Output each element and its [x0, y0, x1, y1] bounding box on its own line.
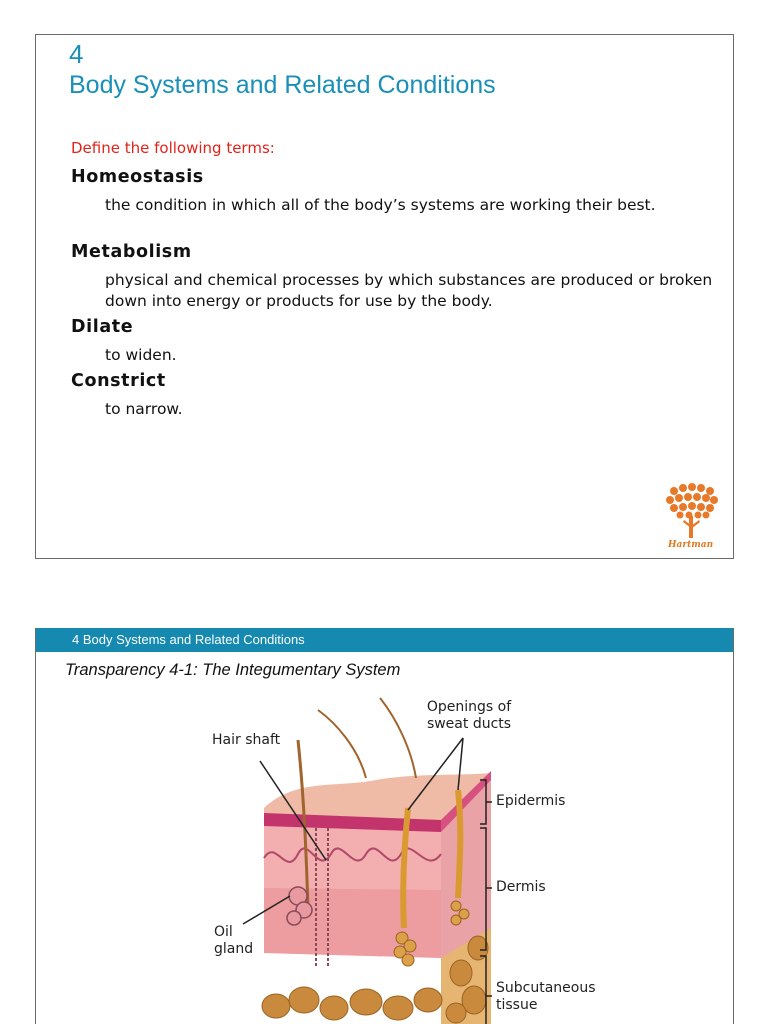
label-sweat-duct-openings: Openings of sweat ducts — [426, 699, 512, 732]
slide-header-text: 4 Body Systems and Related Conditions — [72, 632, 305, 647]
label-dermis: Dermis — [496, 879, 546, 895]
label-epidermis: Epidermis — [496, 793, 566, 809]
term-dilate: Dilate — [71, 317, 134, 337]
slide-definitions — [35, 34, 734, 559]
definition-homeostasis: the condition in which all of the body’s systems are working their best. — [105, 196, 656, 214]
term-metabolism: Metabolism — [71, 242, 192, 262]
term-homeostasis: Homeostasis — [71, 167, 204, 187]
chapter-number: 4 — [69, 39, 84, 69]
label-oil-gland: Oil gland — [214, 924, 254, 957]
label-subcutaneous-tissue: Subcutaneous tissue — [496, 980, 596, 1013]
slide-integumentary — [35, 628, 734, 1024]
transparency-caption: Transparency 4-1: The Integumentary System — [65, 661, 401, 679]
definition-constrict: to narrow. — [105, 400, 183, 418]
skin-cross-section-diagram — [36, 628, 734, 1024]
label-hair-shaft: Hair shaft — [212, 732, 281, 748]
chapter-title: Body Systems and Related Conditions — [69, 71, 496, 99]
hartman-logo-text: Hartman — [668, 540, 714, 550]
term-constrict: Constrict — [71, 371, 166, 391]
definition-dilate: to widen. — [105, 346, 177, 364]
definition-metabolism: physical and chemical processes by which substances are produced or broken down into energy or products for use by the body. — [105, 271, 713, 310]
instruction-text: Define the following terms: — [71, 139, 275, 157]
